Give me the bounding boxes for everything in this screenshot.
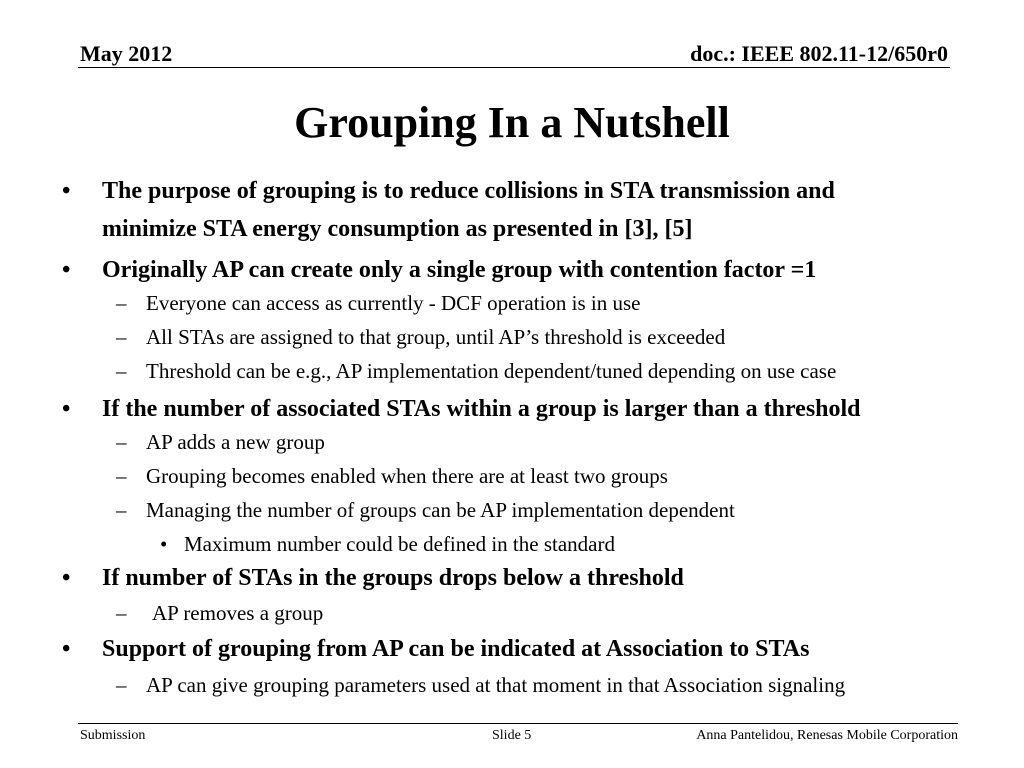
bullet-4-sub-1 <box>116 598 324 628</box>
bullet-2 <box>62 251 817 289</box>
dash-marker: – <box>116 601 127 625</box>
bullet-5 <box>62 630 810 668</box>
footer-author: Anna Pantelidou, Renesas Mobile Corporation <box>696 728 958 743</box>
bullet-2-sub-1-text: Everyone can access as currently - DCF operation is in use <box>146 291 641 315</box>
footer-divider <box>78 723 958 724</box>
bullet-marker: • <box>62 257 71 283</box>
bullet-4-text: If number of STAs in the groups drops below a threshold <box>102 565 684 591</box>
bullet-marker: • <box>62 396 71 422</box>
bullet-marker: • <box>62 178 71 204</box>
bullet-5-sub-1-text: AP can give grouping parameters used at that moment in that Association signaling <box>146 673 846 697</box>
bullet-2-sub-2-text: All STAs are assigned to that group, until AP’s threshold is exceeded <box>146 325 726 349</box>
footer-submission: Submission <box>80 728 146 743</box>
dash-marker: – <box>116 291 127 315</box>
bullet-3-sub-2 <box>116 461 668 491</box>
bullet-2-sub-3 <box>116 356 837 386</box>
bullet-1-text-line-1: The purpose of grouping is to reduce collisions in STA transmission and <box>102 178 835 204</box>
bullet-3-sub-1-text: AP adds a new group <box>146 430 325 454</box>
bullet-5-sub-1 <box>116 670 846 700</box>
bullet-2-sub-3-text: Threshold can be e.g., AP implementation dependent/tuned depending on use case <box>146 359 837 383</box>
slide-title: Grouping In a Nutshell <box>294 98 730 147</box>
bullet-marker: • <box>62 636 71 662</box>
dash-marker: – <box>116 430 127 454</box>
bullet-3-sub-3 <box>116 495 735 525</box>
bullet-3 <box>62 390 861 428</box>
footer-slide-number: Slide 5 <box>492 728 532 743</box>
bullet-4 <box>62 559 684 597</box>
bullet-3-sub-3-item-1-text: Maximum number could be defined in the standard <box>184 532 615 556</box>
bullet-3-sub-3-text: Managing the number of groups can be AP implementation dependent <box>146 498 735 522</box>
header-doc-id: doc.: IEEE 802.11-12/650r0 <box>690 41 948 66</box>
bullet-2-sub-2 <box>116 322 726 352</box>
bullet-5-text: Support of grouping from AP can be indicated at Association to STAs <box>102 636 810 662</box>
dash-marker: – <box>116 325 127 349</box>
bullet-marker: • <box>160 532 168 556</box>
header-date: May 2012 <box>80 41 173 66</box>
bullet-1 <box>62 172 835 210</box>
bullet-2-text: Originally AP can create only a single group with contention factor =1 <box>102 257 817 283</box>
bullet-3-sub-1 <box>116 427 325 457</box>
bullet-3-sub-3-item-1 <box>160 529 615 559</box>
bullet-2-sub-1 <box>116 288 641 318</box>
dash-marker: – <box>116 464 127 488</box>
bullet-3-sub-2-text: Grouping becomes enabled when there are at least two groups <box>146 464 668 488</box>
dash-marker: – <box>116 498 127 522</box>
bullet-1-text-line-2: minimize STA energy consumption as presented in [3], [5] <box>102 216 693 242</box>
bullet-4-sub-1-text: AP removes a group <box>152 601 324 625</box>
dash-marker: – <box>116 673 127 697</box>
dash-marker: – <box>116 359 127 383</box>
bullet-1-continuation <box>102 210 692 248</box>
bullet-3-text: If the number of associated STAs within a group is larger than a threshold <box>102 396 861 422</box>
bullet-marker: • <box>62 565 71 591</box>
